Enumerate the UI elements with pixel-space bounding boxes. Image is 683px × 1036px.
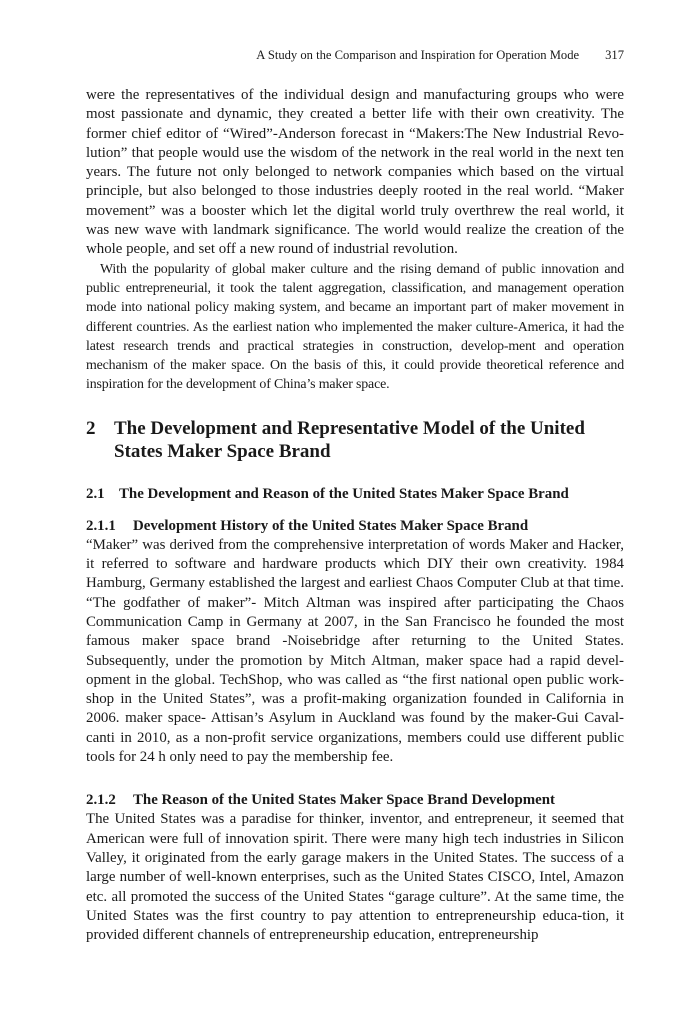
section-title: The Development and Representative Model of the United States Maker Space Brand (114, 417, 585, 462)
subsection-heading (86, 485, 624, 504)
section-number: 2 (86, 417, 96, 439)
paragraph-2: With the popularity of global maker culture and the rising demand of public innovation and public entrepreneurial, it took the talent aggregation, classification, and management operation mode into national policy making system, and became an important part of maker movement in different countries. As the earliest nation who implemented the maker culture-America, it had the latest research trends and practical strategies in construction, develop-ment and operation mechanism of the maker space. On the basis of this, it could provide theoretical reference and inspiration for the development of China’s maker space. (86, 261, 624, 393)
section-heading (86, 417, 624, 463)
subsubsection-title-1: Development History of the United States Maker Space Brand (133, 517, 529, 534)
subsubsection-title-2: The Reason of the United States Maker Space Brand Development (133, 792, 556, 809)
paper-page (86, 46, 624, 945)
body-text (86, 86, 624, 395)
subsubsection-heading-1 (86, 517, 624, 536)
subsection-title: The Development and Reason of the United States Maker Space Brand (119, 485, 569, 502)
running-head (86, 46, 624, 64)
page-number: 317 (605, 48, 624, 62)
subsubsection-heading-2 (86, 791, 624, 810)
subsubsection-number-1: 2.1.1 (86, 517, 116, 534)
running-head-title: A Study on the Comparison and Inspiration for Operation Mode (256, 48, 580, 62)
subsubsection-number-2: 2.1.2 (86, 792, 116, 809)
paragraph-4: The United States was a paradise for thinker, inventor, and entrepreneur, it seemed that American were full of innovation spirit. There were many high tech industries in Silicon Valley, it originated from the early garage makers in the United States. The success of a large number of well-known enterprises, such as the United States CISCO, Intel, Amazon etc. all promoted the success of the United States “garage culture”. At the same time, the United States was the first country to pay attention to entrepreneurship educa-tion, it provided different channels of entrepreneurship education, entrepreneurship (86, 811, 624, 944)
paragraph-3: “Maker” was derived from the comprehensive interpretation of words Maker and Hacker, it referred to software and hardware products which DIY their own creativity. 1984 Hamburg, Germany established the largest and earliest Chaos Computer Club at that time. “The godfather of maker”- Mitch Altman was inspired after participating the Chaos Communication Camp in Germany at 2007, in the San Francisco he founded the most famous maker space brand -Noisebridge after returning to the United States. Subsequently, under the promotion by Mitch Altman, maker space had a rapid devel-opment in the global. TechShop, who was called as “the first national open public work-shop in the United States”, was a profit-making organization founded in California in 2006. maker space- Attisan’s Asylum in Auckland was found by the maker-Gui Caval-canti in 2010, as a non-profit service organizations, members could use different public tools for 24 h only need to pay the membership fee. (86, 536, 624, 766)
paragraph-1: were the representatives of the individual design and manufacturing groups who were most passionate and dynamic, they created a better life with their own creativity. The former chief editor of “Wired”-Anderson forecast in “Makers:The New Industrial Revo-lution” that people would use the wisdom of the network in the real world in the next ten years. The future not only belonged to network companies which based on the virtual principle, but also belonged to those industries deeply rooted in the real world. “Maker movement” was a booster which let the digital world truly overthrew the real world, it was new wave with landmark significance. The world would realize the creation of the whole people, and set off a new round of industrial revolution. (86, 87, 624, 258)
subsection-number: 2.1 (86, 485, 105, 502)
